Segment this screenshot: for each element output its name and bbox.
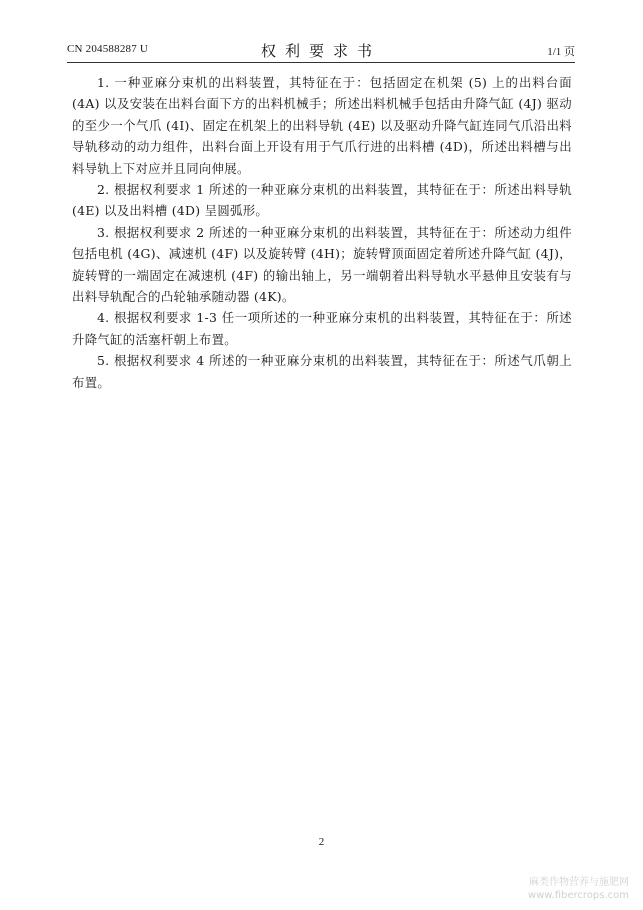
watermark-site-name: 麻类作物营养与施肥网 bbox=[529, 877, 629, 888]
header-divider bbox=[67, 62, 575, 63]
site-watermark bbox=[528, 876, 629, 902]
claim-5: 5. 根据权利要求 4 所述的一种亚麻分束机的出料装置，其特征在于：所述气爪朝上布置。 bbox=[72, 353, 572, 390]
document-title: 权利要求书 bbox=[260, 42, 381, 60]
claim-3: 3. 根据权利要求 2 所述的一种亚麻分束机的出料装置，其特征在于：所述动力组件包括电机 (4G)、减速机 (4F) 以及旋转臂 (4H)；旋转臂顶面固定着所述升降气缸 (4J)，旋转臂的一端固定在减速机 (4F) 的输出轴上，另一端朝着出料导轨水平悬伸且安装有与出料导轨配合的凸轮轴承随动器 (4K)。 bbox=[72, 224, 572, 305]
claims-list bbox=[72, 72, 572, 393]
patent-number: CN 204588287 U bbox=[67, 43, 149, 55]
claim-1: 1. 一种亚麻分束机的出料装置，其特征在于：包括固定在机架 (5) 上的出料台面 (4A) 以及安装在出料台面下方的出料机械手；所述出料机械手包括由升降气缸 (4J) 驱动的至少一个气爪 (4I)、固定在机架上的出料导轨 (4E) 以及驱动升降气缸连同气爪沿出料导轨移动的动力组件，出料台面上开设有用于气爪行进的出料槽 (4D)，所述出料槽与出料导轨上下对应并且同向伸展。 bbox=[72, 75, 572, 176]
claim-4: 4. 根据权利要求 1-3 任一项所述的一种亚麻分束机的出料装置，其特征在于：所述升降气缸的活塞杆朝上布置。 bbox=[72, 310, 572, 347]
claim-2: 2. 根据权利要求 1 所述的一种亚麻分束机的出料装置，其特征在于：所述出料导轨 (4E) 以及出料槽 (4D) 呈圆弧形。 bbox=[72, 182, 572, 219]
page-number: 2 bbox=[318, 836, 325, 848]
watermark-url: www.fibercrops.com bbox=[527, 890, 629, 901]
page-header bbox=[67, 40, 575, 60]
page-count: 1/1 页 bbox=[547, 46, 575, 58]
